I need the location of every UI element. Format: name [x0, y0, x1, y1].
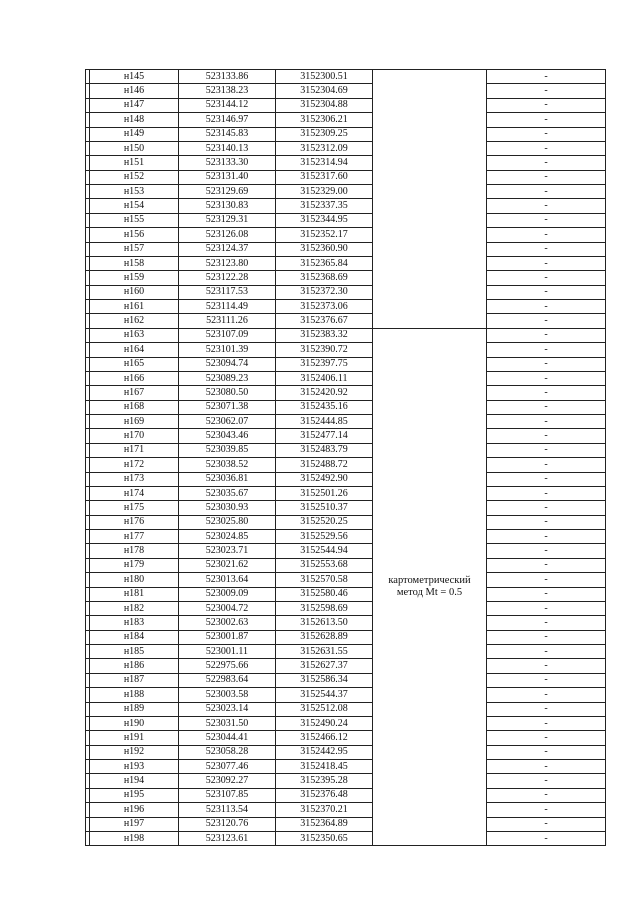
y-coordinate-cell: 3152627.37 [276, 659, 373, 673]
table-row [86, 242, 606, 256]
point-name-cell: н164 [90, 343, 179, 357]
y-coordinate-cell: 3152501.26 [276, 486, 373, 500]
y-coordinate-cell: 3152544.37 [276, 688, 373, 702]
x-coordinate-cell: 523013.64 [179, 573, 276, 587]
table-row [86, 213, 606, 227]
y-coordinate-cell: 3152466.12 [276, 731, 373, 745]
dash-cell: - [487, 271, 606, 285]
y-coordinate-cell: 3152544.94 [276, 544, 373, 558]
table-row [86, 357, 606, 371]
point-name-cell: н179 [90, 558, 179, 572]
dash-cell: - [487, 98, 606, 112]
x-coordinate-cell: 523107.09 [179, 328, 276, 342]
point-name-cell: н190 [90, 716, 179, 730]
table-row [86, 386, 606, 400]
dash-cell: - [487, 357, 606, 371]
table-row [86, 745, 606, 759]
x-coordinate-cell: 523039.85 [179, 443, 276, 457]
table-row [86, 343, 606, 357]
table-row [86, 702, 606, 716]
dash-cell: - [487, 228, 606, 242]
y-coordinate-cell: 3152300.51 [276, 70, 373, 84]
x-coordinate-cell: 523129.69 [179, 185, 276, 199]
method-cell-upper [373, 70, 487, 329]
y-coordinate-cell: 3152390.72 [276, 343, 373, 357]
x-coordinate-cell: 523004.72 [179, 601, 276, 615]
dash-cell: - [487, 688, 606, 702]
point-name-cell: н149 [90, 127, 179, 141]
point-name-cell: н174 [90, 486, 179, 500]
dash-cell: - [487, 831, 606, 845]
dash-cell: - [487, 573, 606, 587]
y-coordinate-cell: 3152510.37 [276, 501, 373, 515]
method-label-line1: картометрический [388, 575, 471, 586]
x-coordinate-cell: 523009.09 [179, 587, 276, 601]
dash-cell: - [487, 673, 606, 687]
table-row [86, 70, 606, 84]
point-name-cell: н151 [90, 156, 179, 170]
y-coordinate-cell: 3152376.67 [276, 314, 373, 328]
x-coordinate-cell: 523124.37 [179, 242, 276, 256]
x-coordinate-cell: 523062.07 [179, 415, 276, 429]
y-coordinate-cell: 3152529.56 [276, 530, 373, 544]
point-name-cell: н183 [90, 616, 179, 630]
method-label-line2: метод Mt = 0.5 [396, 587, 463, 598]
dash-cell: - [487, 601, 606, 615]
y-coordinate-cell: 3152435.16 [276, 400, 373, 414]
method-cell [373, 328, 487, 846]
point-name-cell: н165 [90, 357, 179, 371]
y-coordinate-cell: 3152344.95 [276, 213, 373, 227]
point-name-cell: н167 [90, 386, 179, 400]
x-coordinate-cell: 523146.97 [179, 113, 276, 127]
dash-cell: - [487, 745, 606, 759]
x-coordinate-cell: 523145.83 [179, 127, 276, 141]
table-row [86, 141, 606, 155]
dash-cell: - [487, 70, 606, 84]
dash-cell: - [487, 371, 606, 385]
y-coordinate-cell: 3152368.69 [276, 271, 373, 285]
x-coordinate-cell: 523114.49 [179, 300, 276, 314]
dash-cell: - [487, 530, 606, 544]
dash-cell: - [487, 127, 606, 141]
point-name-cell: н156 [90, 228, 179, 242]
table-row [86, 760, 606, 774]
x-coordinate-cell: 522975.66 [179, 659, 276, 673]
x-coordinate-cell: 523113.54 [179, 803, 276, 817]
point-name-cell: н171 [90, 443, 179, 457]
dash-cell: - [487, 386, 606, 400]
table-row [86, 486, 606, 500]
point-name-cell: н182 [90, 601, 179, 615]
x-coordinate-cell: 522983.64 [179, 673, 276, 687]
table-row [86, 515, 606, 529]
dash-cell: - [487, 84, 606, 98]
y-coordinate-cell: 3152613.50 [276, 616, 373, 630]
dash-cell: - [487, 343, 606, 357]
point-name-cell: н188 [90, 688, 179, 702]
point-name-cell: н169 [90, 415, 179, 429]
table-row [86, 328, 606, 342]
y-coordinate-cell: 3152329.00 [276, 185, 373, 199]
x-coordinate-cell: 523123.80 [179, 256, 276, 270]
dash-cell: - [487, 486, 606, 500]
table-row [86, 831, 606, 845]
dash-cell: - [487, 716, 606, 730]
dash-cell: - [487, 558, 606, 572]
dash-cell: - [487, 400, 606, 414]
dash-cell: - [487, 300, 606, 314]
point-name-cell: н187 [90, 673, 179, 687]
x-coordinate-cell: 523129.31 [179, 213, 276, 227]
x-coordinate-cell: 523101.39 [179, 343, 276, 357]
y-coordinate-cell: 3152628.89 [276, 630, 373, 644]
y-coordinate-cell: 3152304.69 [276, 84, 373, 98]
y-coordinate-cell: 3152360.90 [276, 242, 373, 256]
x-coordinate-cell: 523138.23 [179, 84, 276, 98]
x-coordinate-cell: 523107.85 [179, 788, 276, 802]
table-row [86, 429, 606, 443]
y-coordinate-cell: 3152570.58 [276, 573, 373, 587]
x-coordinate-cell: 523031.50 [179, 716, 276, 730]
table-row [86, 415, 606, 429]
table-row [86, 371, 606, 385]
point-name-cell: н185 [90, 645, 179, 659]
x-coordinate-cell: 523077.46 [179, 760, 276, 774]
point-name-cell: н195 [90, 788, 179, 802]
coordinates-table [85, 69, 606, 846]
y-coordinate-cell: 3152350.65 [276, 831, 373, 845]
dash-cell: - [487, 170, 606, 184]
point-name-cell: н191 [90, 731, 179, 745]
dash-cell: - [487, 156, 606, 170]
dash-cell: - [487, 472, 606, 486]
x-coordinate-cell: 523122.28 [179, 271, 276, 285]
table-row [86, 98, 606, 112]
x-coordinate-cell: 523071.38 [179, 400, 276, 414]
y-coordinate-cell: 3152395.28 [276, 774, 373, 788]
dash-cell: - [487, 702, 606, 716]
dash-cell: - [487, 645, 606, 659]
table-row [86, 673, 606, 687]
table-row [86, 228, 606, 242]
point-name-cell: н163 [90, 328, 179, 342]
point-name-cell: н196 [90, 803, 179, 817]
x-coordinate-cell: 523038.52 [179, 458, 276, 472]
x-coordinate-cell: 523021.62 [179, 558, 276, 572]
point-name-cell: н197 [90, 817, 179, 831]
dash-cell: - [487, 256, 606, 270]
point-name-cell: н184 [90, 630, 179, 644]
y-coordinate-cell: 3152309.25 [276, 127, 373, 141]
x-coordinate-cell: 523123.61 [179, 831, 276, 845]
x-coordinate-cell: 523035.67 [179, 486, 276, 500]
dash-cell: - [487, 788, 606, 802]
y-coordinate-cell: 3152553.68 [276, 558, 373, 572]
x-coordinate-cell: 523117.53 [179, 285, 276, 299]
table-row [86, 285, 606, 299]
point-name-cell: н198 [90, 831, 179, 845]
y-coordinate-cell: 3152418.45 [276, 760, 373, 774]
table-row [86, 472, 606, 486]
y-coordinate-cell: 3152337.35 [276, 199, 373, 213]
y-coordinate-cell: 3152383.32 [276, 328, 373, 342]
point-name-cell: н176 [90, 515, 179, 529]
dash-cell: - [487, 731, 606, 745]
point-name-cell: н192 [90, 745, 179, 759]
point-name-cell: н186 [90, 659, 179, 673]
table-row [86, 400, 606, 414]
point-name-cell: н170 [90, 429, 179, 443]
y-coordinate-cell: 3152444.85 [276, 415, 373, 429]
x-coordinate-cell: 523023.14 [179, 702, 276, 716]
x-coordinate-cell: 523131.40 [179, 170, 276, 184]
y-coordinate-cell: 3152406.11 [276, 371, 373, 385]
y-coordinate-cell: 3152492.90 [276, 472, 373, 486]
x-coordinate-cell: 523024.85 [179, 530, 276, 544]
y-coordinate-cell: 3152376.48 [276, 788, 373, 802]
dash-cell: - [487, 185, 606, 199]
table-row [86, 803, 606, 817]
dash-cell: - [487, 817, 606, 831]
dash-cell: - [487, 774, 606, 788]
dash-cell: - [487, 429, 606, 443]
dash-cell: - [487, 515, 606, 529]
x-coordinate-cell: 523023.71 [179, 544, 276, 558]
point-name-cell: н160 [90, 285, 179, 299]
x-coordinate-cell: 523002.63 [179, 616, 276, 630]
y-coordinate-cell: 3152317.60 [276, 170, 373, 184]
x-coordinate-cell: 523030.93 [179, 501, 276, 515]
table-row [86, 544, 606, 558]
point-name-cell: н181 [90, 587, 179, 601]
dash-cell: - [487, 443, 606, 457]
point-name-cell: н146 [90, 84, 179, 98]
table-row [86, 443, 606, 457]
point-name-cell: н148 [90, 113, 179, 127]
table-row [86, 587, 606, 601]
y-coordinate-cell: 3152488.72 [276, 458, 373, 472]
dash-cell: - [487, 803, 606, 817]
dash-cell: - [487, 659, 606, 673]
point-name-cell: н166 [90, 371, 179, 385]
table-row [86, 185, 606, 199]
dash-cell: - [487, 285, 606, 299]
table-row [86, 788, 606, 802]
table-row [86, 300, 606, 314]
dash-cell: - [487, 760, 606, 774]
x-coordinate-cell: 523025.80 [179, 515, 276, 529]
table-row [86, 774, 606, 788]
y-coordinate-cell: 3152477.14 [276, 429, 373, 443]
point-name-cell: н172 [90, 458, 179, 472]
table-row [86, 616, 606, 630]
y-coordinate-cell: 3152442.95 [276, 745, 373, 759]
point-name-cell: н157 [90, 242, 179, 256]
table-row [86, 645, 606, 659]
y-coordinate-cell: 3152520.25 [276, 515, 373, 529]
y-coordinate-cell: 3152483.79 [276, 443, 373, 457]
table-row [86, 630, 606, 644]
point-name-cell: н147 [90, 98, 179, 112]
dash-cell: - [487, 616, 606, 630]
point-name-cell: н194 [90, 774, 179, 788]
point-name-cell: н189 [90, 702, 179, 716]
y-coordinate-cell: 3152397.75 [276, 357, 373, 371]
x-coordinate-cell: 523001.87 [179, 630, 276, 644]
y-coordinate-cell: 3152580.46 [276, 587, 373, 601]
point-name-cell: н193 [90, 760, 179, 774]
dash-cell: - [487, 415, 606, 429]
y-coordinate-cell: 3152312.09 [276, 141, 373, 155]
dash-cell: - [487, 213, 606, 227]
y-coordinate-cell: 3152314.94 [276, 156, 373, 170]
table-row [86, 199, 606, 213]
point-name-cell: н152 [90, 170, 179, 184]
x-coordinate-cell: 523120.76 [179, 817, 276, 831]
point-name-cell: н180 [90, 573, 179, 587]
y-coordinate-cell: 3152586.34 [276, 673, 373, 687]
table-row [86, 688, 606, 702]
y-coordinate-cell: 3152420.92 [276, 386, 373, 400]
table-row [86, 501, 606, 515]
table-row [86, 256, 606, 270]
dash-cell: - [487, 630, 606, 644]
point-name-cell: н161 [90, 300, 179, 314]
x-coordinate-cell: 523044.41 [179, 731, 276, 745]
x-coordinate-cell: 523144.12 [179, 98, 276, 112]
table-row [86, 156, 606, 170]
dash-cell: - [487, 199, 606, 213]
y-coordinate-cell: 3152490.24 [276, 716, 373, 730]
coordinates-table-body [86, 70, 606, 846]
y-coordinate-cell: 3152512.08 [276, 702, 373, 716]
point-name-cell: н178 [90, 544, 179, 558]
x-coordinate-cell: 523003.58 [179, 688, 276, 702]
point-name-cell: н155 [90, 213, 179, 227]
table-row [86, 271, 606, 285]
table-row [86, 530, 606, 544]
point-name-cell: н162 [90, 314, 179, 328]
y-coordinate-cell: 3152372.30 [276, 285, 373, 299]
point-name-cell: н158 [90, 256, 179, 270]
point-name-cell: н177 [90, 530, 179, 544]
x-coordinate-cell: 523043.46 [179, 429, 276, 443]
y-coordinate-cell: 3152631.55 [276, 645, 373, 659]
x-coordinate-cell: 523111.26 [179, 314, 276, 328]
y-coordinate-cell: 3152365.84 [276, 256, 373, 270]
y-coordinate-cell: 3152370.21 [276, 803, 373, 817]
table-row [86, 170, 606, 184]
x-coordinate-cell: 523133.86 [179, 70, 276, 84]
dash-cell: - [487, 141, 606, 155]
x-coordinate-cell: 523094.74 [179, 357, 276, 371]
y-coordinate-cell: 3152306.21 [276, 113, 373, 127]
table-row [86, 601, 606, 615]
x-coordinate-cell: 523089.23 [179, 371, 276, 385]
y-coordinate-cell: 3152304.88 [276, 98, 373, 112]
point-name-cell: н150 [90, 141, 179, 155]
y-coordinate-cell: 3152598.69 [276, 601, 373, 615]
table-row [86, 127, 606, 141]
table-row [86, 731, 606, 745]
table-row [86, 458, 606, 472]
x-coordinate-cell: 523126.08 [179, 228, 276, 242]
point-name-cell: н145 [90, 70, 179, 84]
y-coordinate-cell: 3152364.89 [276, 817, 373, 831]
point-name-cell: н168 [90, 400, 179, 414]
x-coordinate-cell: 523133.30 [179, 156, 276, 170]
dash-cell: - [487, 458, 606, 472]
table-row [86, 558, 606, 572]
dash-cell: - [487, 314, 606, 328]
dash-cell: - [487, 587, 606, 601]
y-coordinate-cell: 3152373.06 [276, 300, 373, 314]
x-coordinate-cell: 523080.50 [179, 386, 276, 400]
table-row [86, 659, 606, 673]
x-coordinate-cell: 523036.81 [179, 472, 276, 486]
dash-cell: - [487, 501, 606, 515]
dash-cell: - [487, 242, 606, 256]
table-row [86, 573, 606, 587]
x-coordinate-cell: 523140.13 [179, 141, 276, 155]
table-row [86, 716, 606, 730]
x-coordinate-cell: 523058.28 [179, 745, 276, 759]
point-name-cell: н173 [90, 472, 179, 486]
table-row [86, 817, 606, 831]
point-name-cell: н154 [90, 199, 179, 213]
dash-cell: - [487, 328, 606, 342]
point-name-cell: н153 [90, 185, 179, 199]
x-coordinate-cell: 523001.11 [179, 645, 276, 659]
dash-cell: - [487, 113, 606, 127]
dash-cell: - [487, 544, 606, 558]
point-name-cell: н159 [90, 271, 179, 285]
x-coordinate-cell: 523092.27 [179, 774, 276, 788]
point-name-cell: н175 [90, 501, 179, 515]
table-row [86, 113, 606, 127]
y-coordinate-cell: 3152352.17 [276, 228, 373, 242]
table-row [86, 314, 606, 328]
table-row [86, 84, 606, 98]
x-coordinate-cell: 523130.83 [179, 199, 276, 213]
